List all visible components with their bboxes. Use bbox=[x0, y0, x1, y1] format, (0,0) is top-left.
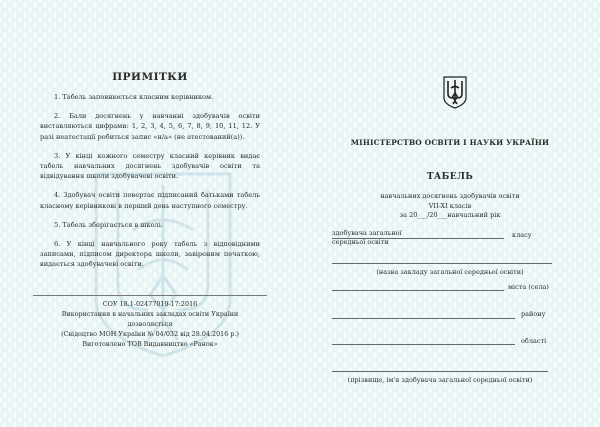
notes-list bbox=[40, 92, 260, 279]
academic-year-field[interactable]: за 20___/20___навчальний рік bbox=[399, 211, 501, 220]
notes-title: ПРИМІТКИ bbox=[112, 71, 188, 83]
imprint-publisher: Виготовлено ТОВ Видавництво «Ранок» bbox=[82, 340, 218, 348]
note-2: 2. Бали досягнень у навчанні здобувачів освіти виставляються цифрами: 1, 2, 3, 4, 5, 6, 7, 8, 9, 10, 11, 12. У разі неатестації робиться запис «н/а» (не атестований(а)). bbox=[40, 112, 260, 141]
city-field[interactable] bbox=[332, 290, 504, 291]
imprint-usage-2: дозволяється bbox=[127, 320, 173, 328]
imprint-usage-1: Використання в начальних закладах освіти України bbox=[61, 310, 239, 318]
student-label-line-2: середньої освіти bbox=[332, 238, 389, 246]
imprint-standard: СОУ 18.1-02477019-17:2016 bbox=[102, 300, 198, 308]
city-label: міста (села) bbox=[508, 283, 549, 291]
trident-emblem-icon bbox=[443, 76, 467, 109]
class-label: класу bbox=[512, 231, 532, 239]
note-3: 3. У кінці кожного семестру класний керівник видає табель навчальних досягнень здобувачів освіти та відвідування школи здобувачеві освіти. bbox=[40, 151, 260, 181]
note-5: 5. Табель зберігається в школі. bbox=[54, 220, 163, 229]
student-label-line-1: здобувача загальної bbox=[332, 229, 402, 237]
class-field[interactable] bbox=[332, 238, 504, 239]
school-name-field[interactable] bbox=[332, 263, 552, 264]
district-field[interactable] bbox=[332, 318, 515, 319]
district-label: району bbox=[521, 310, 546, 318]
document-subtitle bbox=[300, 192, 600, 221]
note-4: 4. Здобувач освіти повертає підписаний батьками табель класному керівникові в перший день наступного семестру. bbox=[40, 191, 260, 210]
imprint bbox=[30, 299, 270, 349]
right-page bbox=[300, 0, 600, 427]
region-field[interactable] bbox=[332, 344, 515, 345]
note-1: 1. Табель заповнюється класним керівником. bbox=[54, 93, 214, 101]
student-name-field[interactable] bbox=[332, 371, 548, 372]
imprint-divider bbox=[33, 295, 267, 296]
ministry-name: МІНІСТЕРСТВО ОСВІТИ І НАУКИ УКРАЇНИ bbox=[350, 138, 550, 147]
document-title: ТАБЕЛЬ bbox=[426, 172, 474, 182]
student-name-caption: (прізвище, ім'я здобувача загальної середньої освіти) bbox=[347, 376, 533, 384]
note-6: 6. У кінці навчального року табель з відповідними записами, підписом директора школи, завіреним печаткою, видається здобувачеві освіти. bbox=[40, 240, 260, 269]
imprint-certificate: (Свідоцтво МОН України № 04/032 від 28.04.2016 р.) bbox=[61, 330, 239, 338]
subtitle-grades: VII-XI класів bbox=[428, 201, 472, 210]
subtitle-line-1: навчальних досягнень здобувачів освіти bbox=[380, 192, 520, 200]
region-label: області bbox=[521, 337, 547, 345]
school-name-caption: (назва закладу загальної середньої освіти) bbox=[376, 268, 524, 276]
